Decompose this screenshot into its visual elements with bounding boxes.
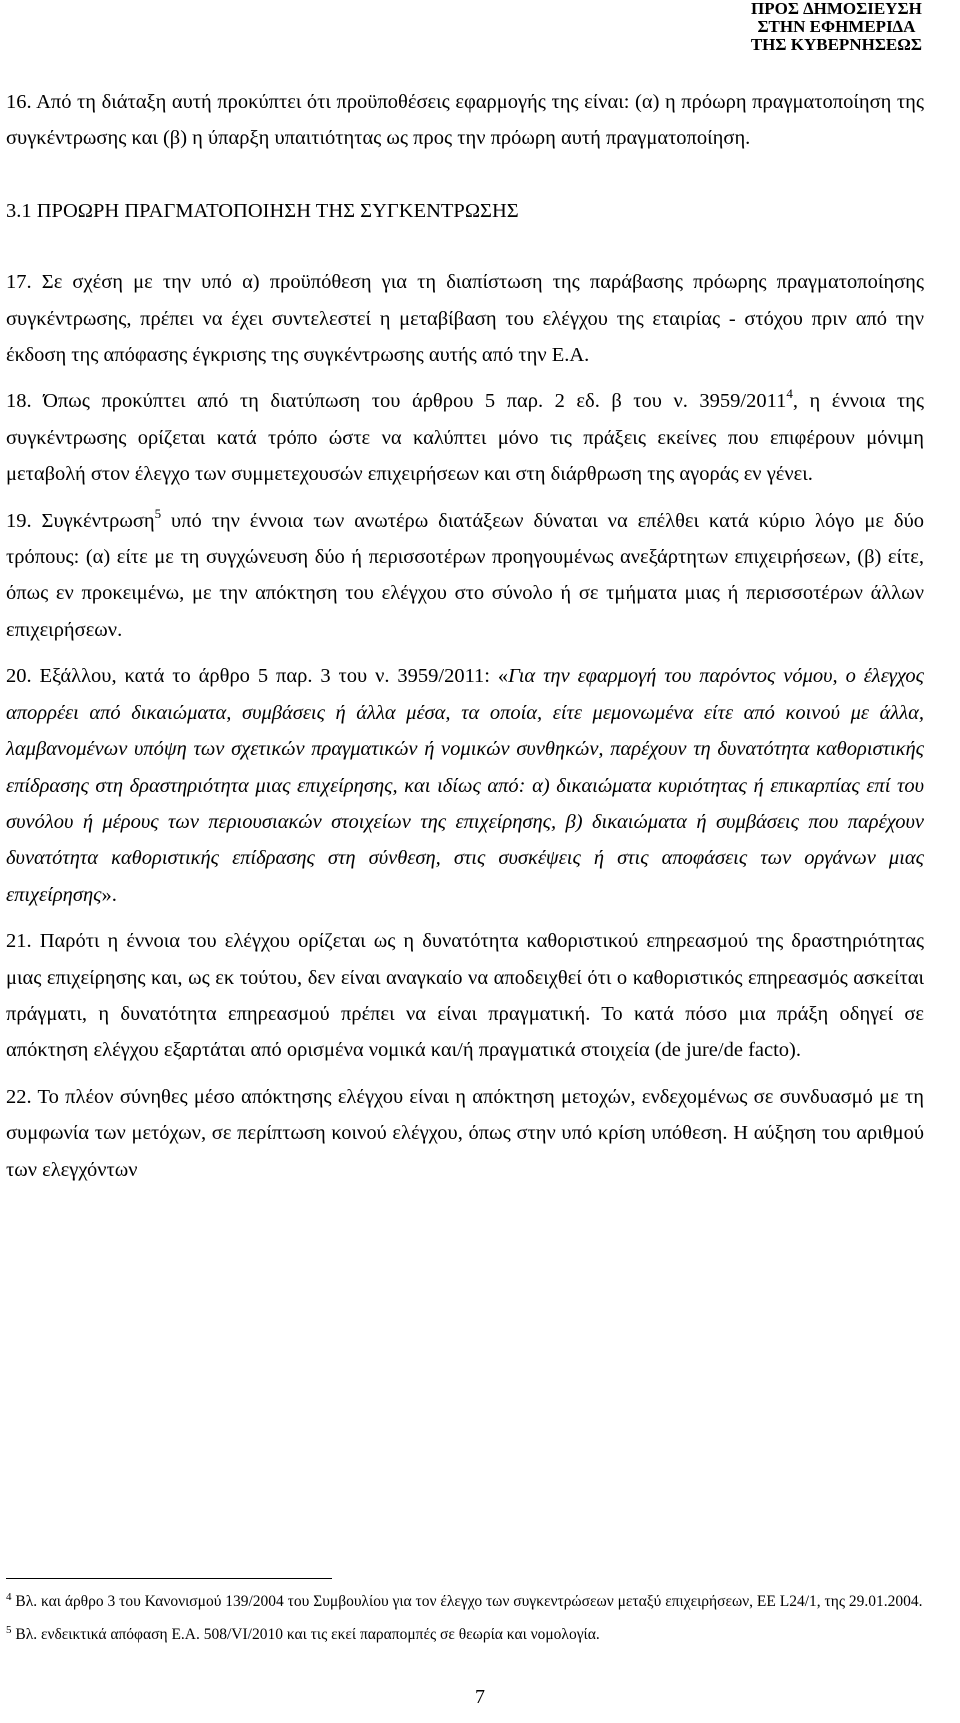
publication-header [751, 0, 922, 54]
footnote-ref-4[interactable]: 4 [786, 386, 793, 402]
header-line-1: ΠΡΟΣ ∆ΗΜΟΣΙΕΥΣΗ [751, 0, 922, 18]
paragraph-18-text-b: , η έννοια της συγκέντρωσης ορίζεται κατά τρόπο ώστε να καλύπτει μόνο τις πράξεις εκείνες που επιφέρουν μόνιμη μεταβολή στον έλεγχο των συμμετεχουσών επιχειρήσεων και στη διάρθρωση της αγοράς εν γένει. [6, 390, 924, 486]
paragraph-20-text-a: 20. Εξάλλου, κατά το άρθρο 5 παρ. 3 του ν. 3959/2011: « [6, 665, 509, 688]
paragraph-21: 21. Παρότι η έννοια του ελέγχου ορίζεται ως η δυνατότητα καθοριστικού επηρεασμού της δραστηριότητας μιας επιχείρησης και, ως εκ τούτου, δεν είναι αναγκαίο να αποδειχθεί ότι ο καθοριστικός επηρεασμός ασκείται πράγματι, η δυνατότητα επηρεασμού πρέπει να είναι πραγματική. Το κατά πόσο μια πράξη οδηγεί σε απόκτηση ελέγχου εξαρτάται από ορισμένα νομικά και/ή πραγματικά στοιχεία (de jure/de facto). [6, 930, 924, 1062]
footnote-4-number: 4 [6, 1591, 12, 1603]
paragraph-19-text-a: 19. Συγκέντρωση [6, 509, 155, 532]
paragraph-18 [6, 383, 924, 492]
footnote-5 [6, 1621, 924, 1648]
header-line-3: ΤΗΣ ΚΥΒΕΡΝΗΣΕΩΣ [750, 35, 922, 54]
footnote-5-number: 5 [6, 1624, 12, 1636]
paragraph-20-quote: Για την εφαρμογή του παρόντος νόμου, ο έλεγχος απορρέει από δικαιώματα, συμβάσεις ή άλλα μέσα, τα οποία, είτε μεμονωμένα είτε από κοινού με άλλα, λαμβανομένων υπόψη των σχετικών πραγματικών ή νομικών συνθηκών, παρέχουν τη δυνατότητα καθοριστικής επίδρασης στη δραστηριότητα μιας επιχείρησης, και ιδίως από: α) δικαιώματα κυριότητας ή επικαρπίας επί του συνόλου ή μέρους των περιουσιακών στοιχείων της επιχείρησης, β) δικαιώματα ή συμβάσεις που παρέχουν δυνατότητα καθοριστικής επίδρασης στη σύνθεση, στις συσκέψεις ή στις αποφάσεις των οργάνων μιας επιχείρησης [6, 665, 925, 906]
paragraph-17: 17. Σε σχέση με την υπό α) προϋπόθεση για τη διαπίστωση της παράβασης πρόωρης πραγματοποίησης συγκέντρωσης, πρέπει να έχει συντελεστεί η μεταβίβαση του ελέγχου της εταιρίας - στόχου πριν από την έκδοση της απόφασης έγκρισης της συγκέντρωσης αυτής από την Ε.Α. [6, 271, 924, 367]
paragraph-16: 16. Από τη διάταξη αυτή προκύπτει ότι προϋποθέσεις εφαρμογής της είναι: (α) η πρόωρη πραγματοποίηση της συγκέντρωσης και (β) η ύπαρξη υπαιτιότητας ως προς την πρόωρη αυτή πραγματοποίηση. [6, 91, 924, 150]
section-heading: 3.1 ΠΡΟΩΡΗ ΠΡΑΓΜΑΤΟΠΟΙΗΣΗ ΤΗΣ ΣΥΓΚΕΝΤΡΩΣΗΣ [6, 199, 519, 222]
header-line-2: ΣΤΗΝ ΕΦΗΜΕΡΙ∆Α [757, 17, 916, 36]
document-body [6, 84, 924, 1188]
page-number: 7 [475, 1686, 485, 1708]
footnote-separator [6, 1578, 332, 1579]
footnote-4-text: Βλ. και άρθρο 3 του Κανονισμού 139/2004 του Συμβουλίου για τον έλεγχο των συγκεντρώσεων μεταξύ επιχειρήσεων, ΕΕ L24/1, της 29.01.2004. [11, 1593, 923, 1610]
footnote-4 [6, 1588, 924, 1615]
footnote-5-text: Βλ. ενδεικτικά απόφαση Ε.Α. 508/VI/2010 και τις εκεί παραπομπές σε θεωρία και νομολογία. [11, 1626, 600, 1643]
paragraph-18-text-a: 18. Όπως προκύπτει από τη διατύπωση του άρθρου 5 παρ. 2 εδ. β του ν. 3959/2011 [6, 390, 787, 413]
paragraph-19-text-b: υπό την έννοια των ανωτέρω διατάξεων δύναται να επέλθει κατά κύριο λόγο με δύο τρόπους: (α) είτε με τη συγχώνευση δύο ή περισσοτέρων προηγουμένως ανεξάρτητων επιχειρήσεων, (β) είτε, όπως εν προκειμένω, με την απόκτηση του ελέγχου στο σύνολο ή σε τμήματα μιας ή περισσοτέρων άλλων επιχειρήσεων. [6, 509, 924, 641]
footnote-ref-5[interactable]: 5 [154, 505, 162, 521]
paragraph-19 [6, 503, 924, 649]
paragraph-20-end: ». [101, 883, 117, 906]
paragraph-20 [6, 658, 924, 913]
footnotes [6, 1588, 924, 1648]
paragraph-22: 22. Το πλέον σύνηθες μέσο απόκτησης ελέγχου είναι η απόκτηση μετοχών, ενδεχομένως σε συνδυασμό με τη συμφωνία των μετόχων, σε περίπτωση κοινού ελέγχου, όπως στην υπό κρίση υπόθεση. Η αύξηση του αριθμού των ελεγχόντων [6, 1085, 924, 1181]
